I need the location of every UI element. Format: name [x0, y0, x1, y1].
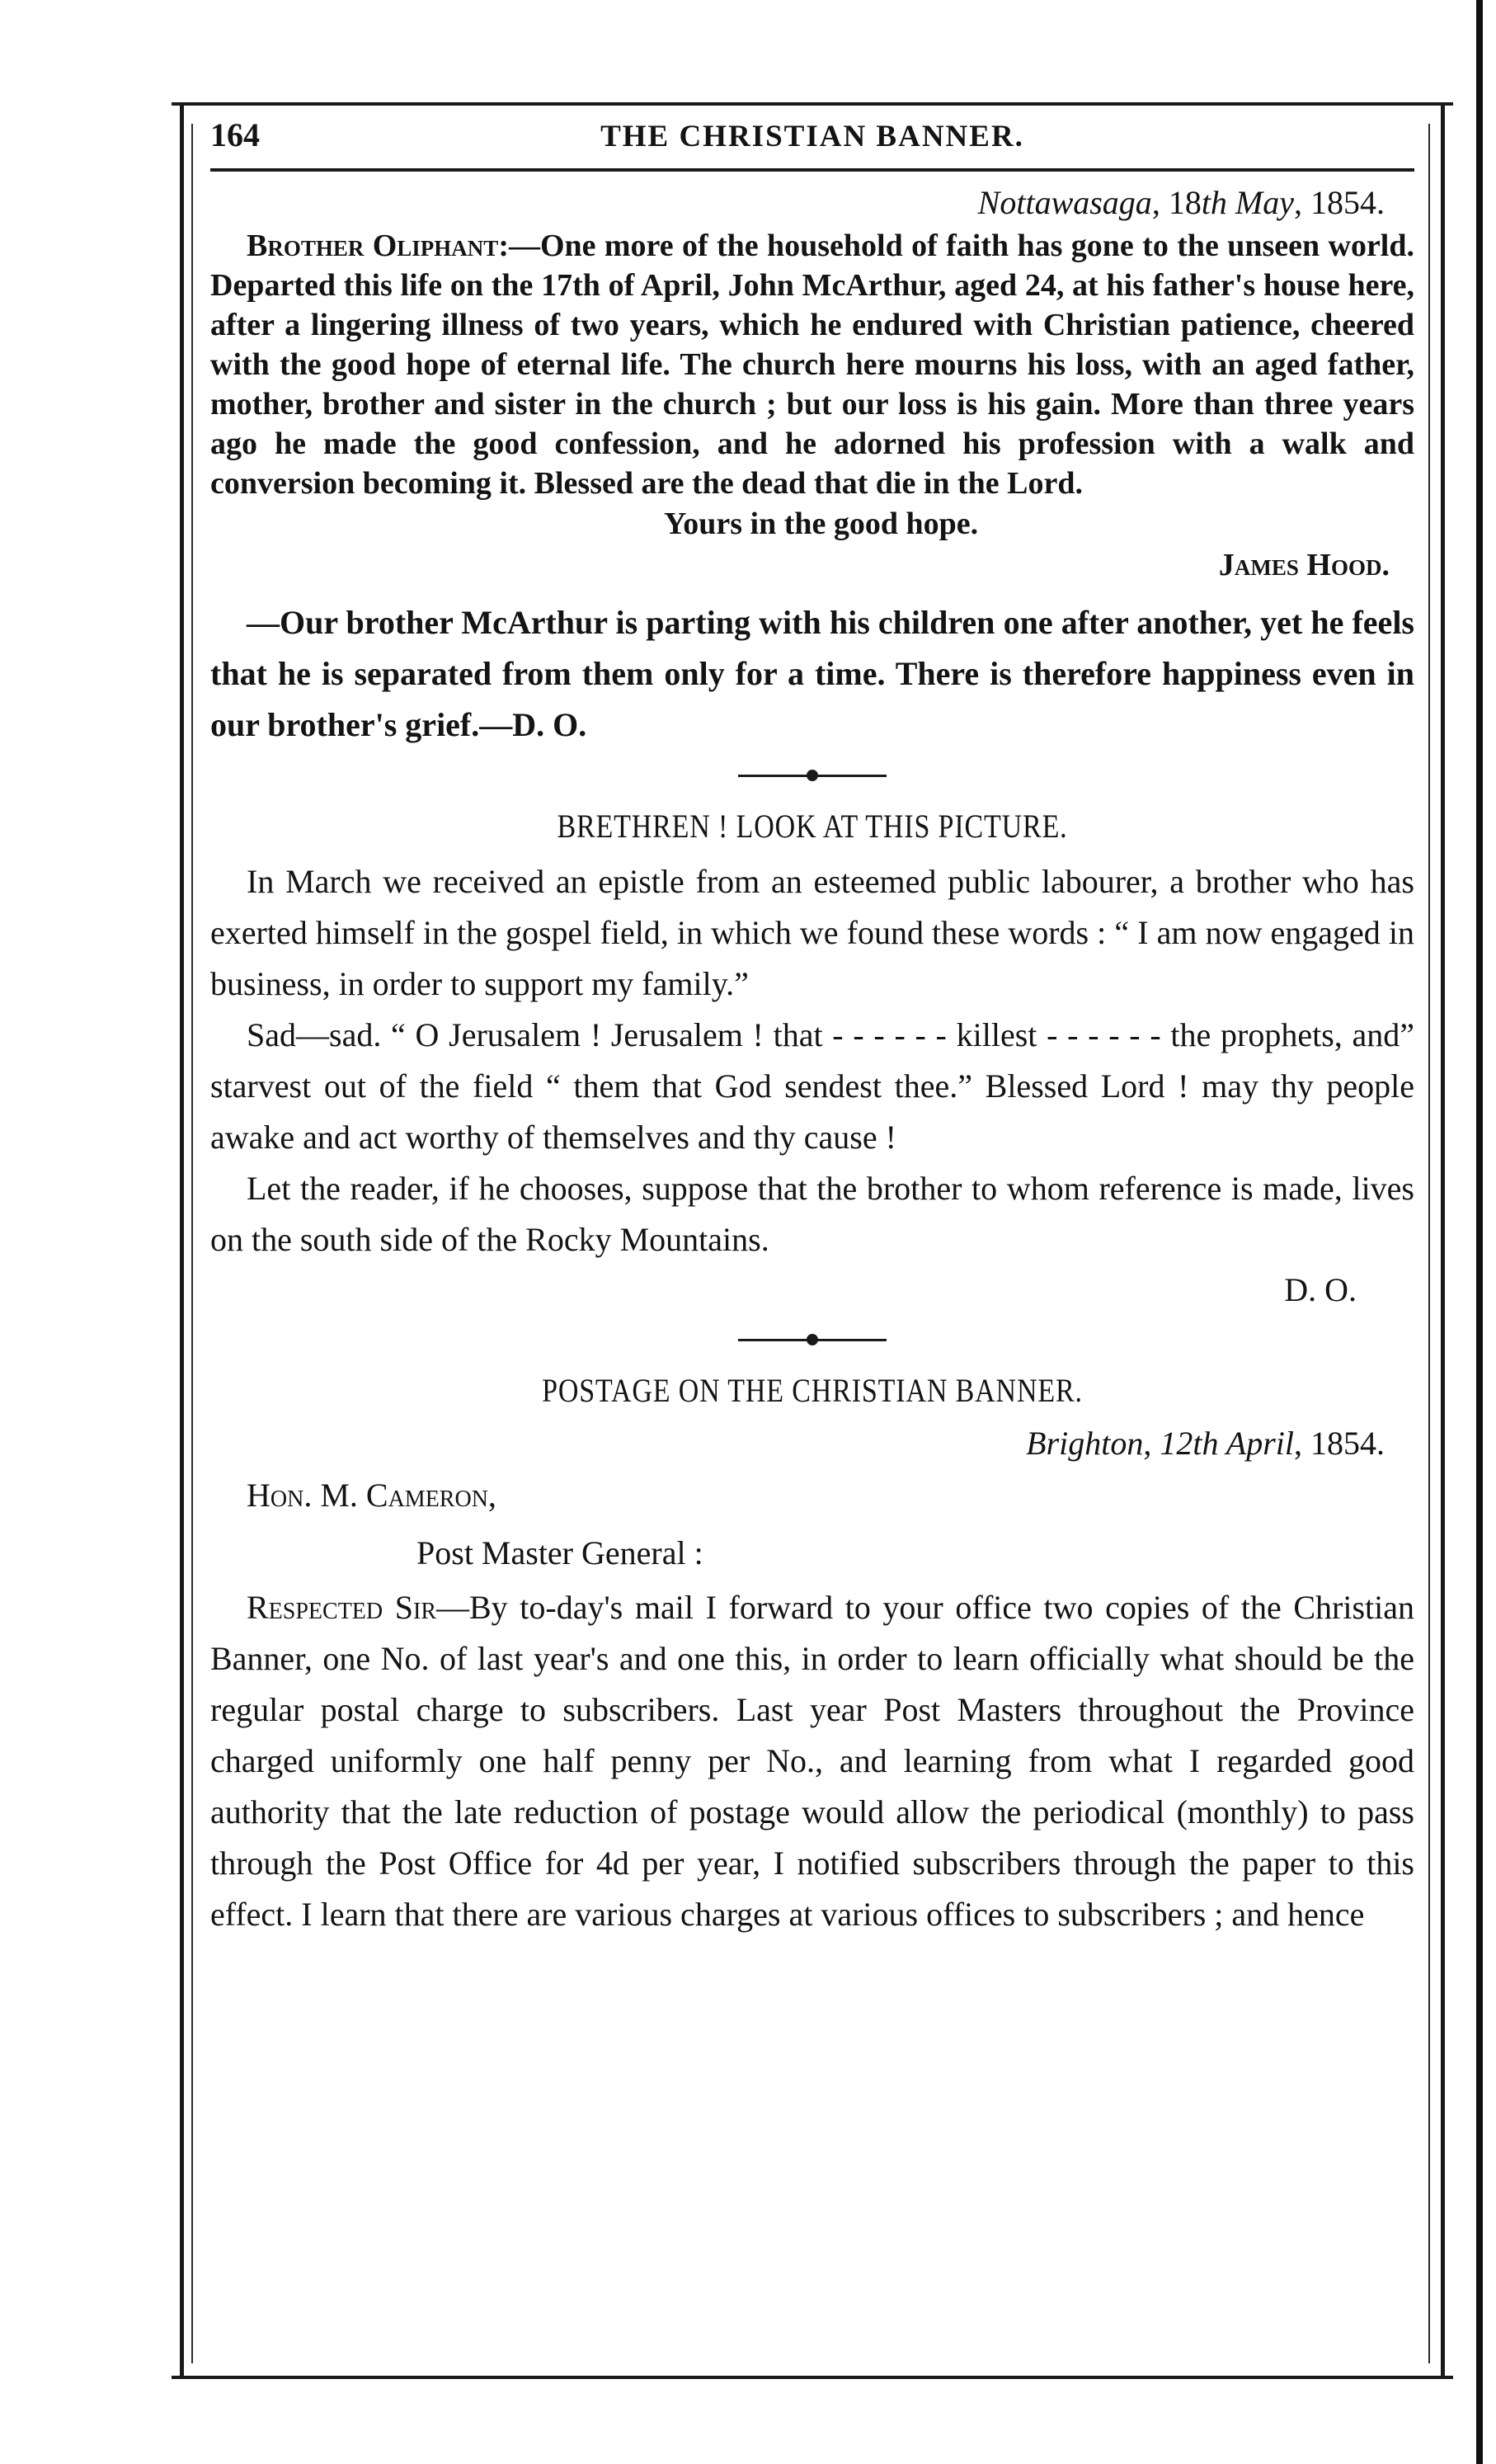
letter1-salutation: Brother Oliphant	[247, 228, 499, 263]
running-head	[210, 115, 1414, 165]
section3-body-text: —By to-day's mail I forward to your office two copies of the Christian Banner, one No. of last year's and one this, in order to learn officially what should be the regular postal charge to subscribers. Last year Post Masters throughout the Province charged uniformly one half penny per No., and learning from what I regarded good authority that the late reduction of postage would allow the periodical (monthly) to pass through the Post Office for 4d per year, I notified subscribers through the paper to this effect. I learn that there are various charges at various offices to subscribers ; and hence	[210, 1589, 1414, 1933]
letter1-body-text: :—One more of the household of faith has gone to the unseen world. Departed this life on the 17th of April, John McArthur, aged 24, at his father's house here, after a lingering illness of two years, which he endured with Christian patience, cheered with the good hope of eternal life. The church here mourns his loss, with an aged father, mother, brother and sister in the church ; but our loss is his gain. More than three years ago he made the good confession, and he adorned his profession with a walk and conversion becoming it. Blessed are the dead that die in the Lord.	[210, 228, 1415, 501]
section-divider	[738, 772, 887, 779]
divider-dot	[807, 1334, 818, 1345]
letter1-closing: Yours in the good hope.	[664, 506, 979, 541]
letter1-place: Nottawasaga	[977, 184, 1152, 221]
letter1-date-day: 18th May	[1168, 184, 1294, 221]
section3-body	[210, 1582, 1414, 1940]
section3-addressee: Hon. M. Cameron,	[247, 1477, 496, 1514]
section2-signoff: D. O.	[1284, 1271, 1357, 1308]
letter1-dateline: Nottawasaga, 18th May, 1854.	[977, 184, 1385, 221]
frame-bottom-rule	[172, 2376, 1453, 2379]
section2-paragraph-1: In March we received an epistle from an esteemed public labourer, a brother who has exerted himself in the gospel field, in which we found these words : “ I am now engaged in business, in order to support my family.”	[210, 863, 1414, 1002]
page-edge	[1476, 0, 1483, 2464]
section2-paragraph-3: Let the reader, if he chooses, suppose that the brother to whom reference is made, lives on the south side of the Rocky Mountains.	[210, 1170, 1414, 1258]
letter1-body	[210, 226, 1414, 503]
section3-date-day: 12th April	[1160, 1425, 1294, 1462]
section3-date-year: , 1854.	[1294, 1425, 1385, 1462]
letter1-signature: James Hood.	[1218, 548, 1390, 582]
inner-right-rule	[1428, 124, 1430, 2363]
section3-addressee-title: Post Master General :	[416, 1534, 703, 1571]
section3-salutation: Respected Sir	[247, 1589, 436, 1626]
editor-note: —Our brother McArthur is parting with his children one after another, yet he feels that he is separated from them only for a time. There is therefore happiness even in our brother's grief.—D. O.	[210, 604, 1414, 743]
divider-dot	[807, 770, 818, 781]
letter1-date-year: , 1854.	[1294, 184, 1385, 221]
section-divider	[738, 1336, 887, 1343]
journal-title: THE CHRISTIAN BANNER.	[600, 120, 1024, 153]
page-content	[210, 115, 1414, 1940]
section3-place: Brighton	[1026, 1425, 1144, 1462]
section2-title: BRETHREN ! LOOK AT THIS PICTURE.	[557, 808, 1068, 845]
section2-paragraph-2: Sad—sad. “ O Jerusalem ! Jerusalem ! that - - - - - - killest - - - - - - the prophets, and” starvest out of the field “ them that God sendest thee.” Blessed Lord ! may thy people awake and act worthy of themselves and thy cause !	[210, 1016, 1414, 1156]
header-rule	[210, 168, 1414, 172]
inner-left-rule	[191, 124, 193, 2363]
section3-title: POSTAGE ON THE CHRISTIAN BANNER.	[542, 1372, 1083, 1409]
section3-dateline: Brighton, 12th April, 1854.	[1026, 1425, 1385, 1462]
page-number: 164	[210, 116, 260, 153]
